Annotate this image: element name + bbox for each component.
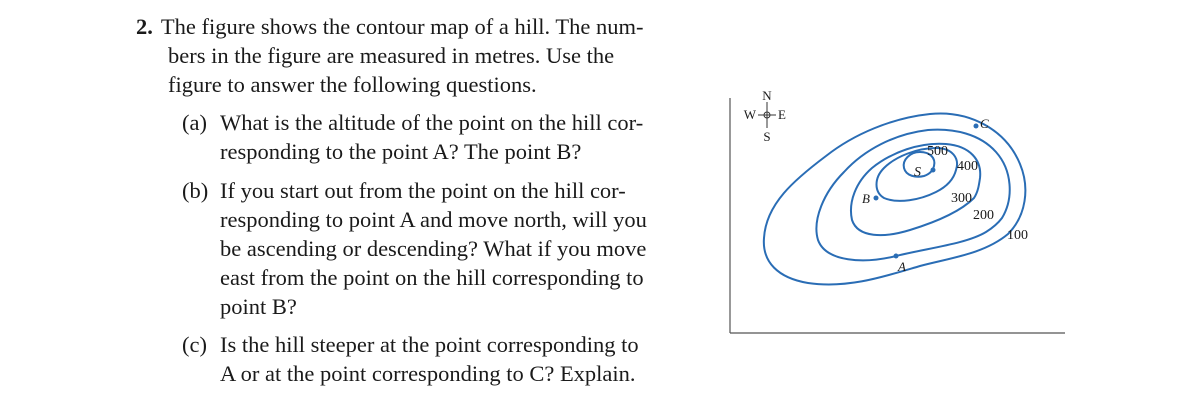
contour-label-400: 400 <box>957 159 978 174</box>
part-b-line-3: be ascending or descending? What if you move <box>220 236 647 261</box>
compass-south: S <box>763 129 771 144</box>
part-c-line-2: A or at the point corresponding to C? Explain. <box>220 361 636 386</box>
point-b-marker <box>874 196 879 201</box>
part-b <box>182 176 682 321</box>
intro-line-1: 2. The figure shows the contour map of a hill. The num- <box>136 14 644 39</box>
part-a <box>182 108 682 166</box>
contour-label-500: 500 <box>927 144 948 159</box>
part-b-line-5: point B? <box>220 294 297 319</box>
part-c <box>182 330 682 388</box>
contour-map-svg <box>724 82 1069 338</box>
compass-north: N <box>762 88 772 103</box>
part-a-line-1: What is the altitude of the point on the hill cor- <box>220 110 644 135</box>
intro-line-3: figure to answer the following questions. <box>168 72 537 97</box>
point-c-label: C <box>980 116 989 131</box>
part-b-line-1: If you start out from the point on the hill cor- <box>220 178 626 203</box>
part-b-line-2: responding to point A and move north, will you <box>220 207 647 232</box>
contour-map-figure <box>724 82 1069 338</box>
compass-rose <box>744 88 786 144</box>
contour-200 <box>816 130 1009 261</box>
part-c-line-1: Is the hill steeper at the point corresponding to <box>220 332 639 357</box>
part-a-line-2: responding to the point A? The point B? <box>220 139 582 164</box>
intro-line-2: bers in the figure are measured in metres. Use the <box>168 43 615 68</box>
question-number: 2. <box>136 14 153 39</box>
part-b-label: (b) <box>182 178 209 203</box>
part-b-line-4: east from the point on the hill corresponding to <box>220 265 644 290</box>
point-s-label: S <box>914 165 921 180</box>
contour-label-300: 300 <box>951 191 972 206</box>
point-a-label: A <box>898 259 906 274</box>
compass-east: E <box>778 107 786 122</box>
contour-300 <box>851 144 980 235</box>
part-c-label: (c) <box>182 332 207 357</box>
contour-lines <box>764 113 1026 284</box>
part-a-label: (a) <box>182 110 207 135</box>
summit-point-marker <box>931 168 936 173</box>
point-c-marker <box>974 124 979 129</box>
point-a-marker <box>894 254 899 259</box>
contour-label-200: 200 <box>973 208 994 223</box>
contour-label-100: 100 <box>1007 228 1028 243</box>
compass-west: W <box>743 107 756 122</box>
point-b-label: B <box>862 191 870 206</box>
